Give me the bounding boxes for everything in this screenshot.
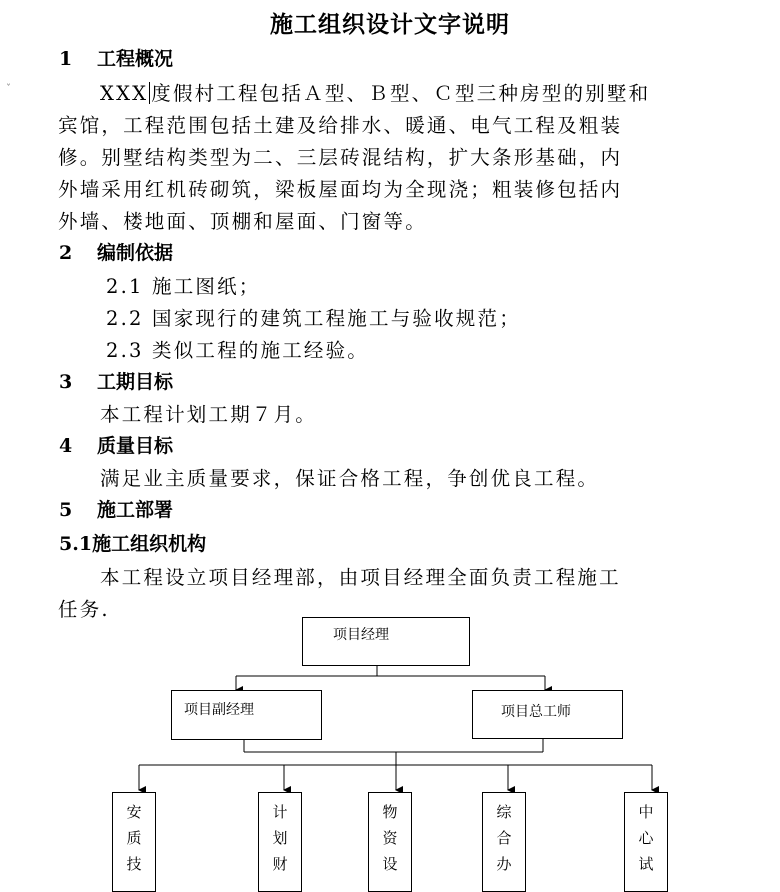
org-box-department: 安 质 技	[112, 792, 156, 892]
basis-item-3: 2.3 类似工程的施工经验。	[106, 339, 370, 362]
section-title: 工期目标	[97, 371, 174, 393]
org-text-line-2: 任务.	[58, 598, 110, 621]
overview-prefix: XXX	[100, 82, 149, 105]
org-box-department: 物 资 设	[368, 792, 412, 892]
section-number: 1	[59, 48, 73, 70]
overview-line-4: 外墙采用红机砖砌筑，梁板屋面均为全现浇；粗装修包括内	[58, 178, 623, 201]
org-box-department: 综 合 办	[482, 792, 526, 892]
section-title: 工程概况	[97, 48, 174, 70]
org-box-project-manager	[302, 617, 470, 666]
basis-item-2: 2.2 国家现行的建筑工程施工与验收规范；	[106, 307, 521, 330]
section-title: 质量目标	[97, 435, 174, 457]
overview-text: 度假村工程包括Ａ型、Ｂ型、Ｃ型三种房型的别墅和	[151, 82, 651, 105]
org-text-line-1: 本工程设立项目经理部，由项目经理全面负责工程施工	[100, 566, 621, 589]
schedule-text: 本工程计划工期７月。	[100, 403, 318, 426]
overview-line-5: 外墙、楼地面、顶棚和屋面、门窗等。	[58, 210, 427, 233]
org-box-label: 项目总工师	[501, 704, 571, 720]
org-box-chief-engineer	[472, 690, 623, 739]
overview-line-3: 修。别墅结构类型为二、三层砖混结构，扩大条形基础，内	[58, 146, 623, 169]
section-number: 3	[59, 371, 73, 393]
section-title: 施工部署	[97, 499, 174, 521]
org-box-label: 项目副经理	[184, 702, 254, 718]
basis-item-1: 2.1 施工图纸；	[106, 275, 261, 298]
org-box-label: 项目经理	[333, 627, 389, 643]
section-number: 5	[59, 499, 73, 521]
document-title: 施工组织设计文字说明	[270, 11, 510, 38]
section-number: 2	[59, 242, 73, 264]
org-box-department: 中 心 试	[624, 792, 668, 892]
overview-line-2: 宾馆，工程范围包括土建及给排水、暖通、电气工程及粗装	[58, 114, 623, 137]
section-title: 编制依据	[97, 242, 174, 264]
section-number: 4	[59, 435, 73, 457]
margin-marker-icon: ˇ	[6, 84, 11, 95]
quality-text: 满足业主质量要求，保证合格工程，争创优良工程。	[100, 467, 600, 490]
section-title: 施工组织机构	[92, 533, 207, 555]
org-box-department: 计 划 财	[258, 792, 302, 892]
section-number: 5.1	[59, 533, 93, 555]
org-box-deputy-manager	[171, 690, 322, 740]
